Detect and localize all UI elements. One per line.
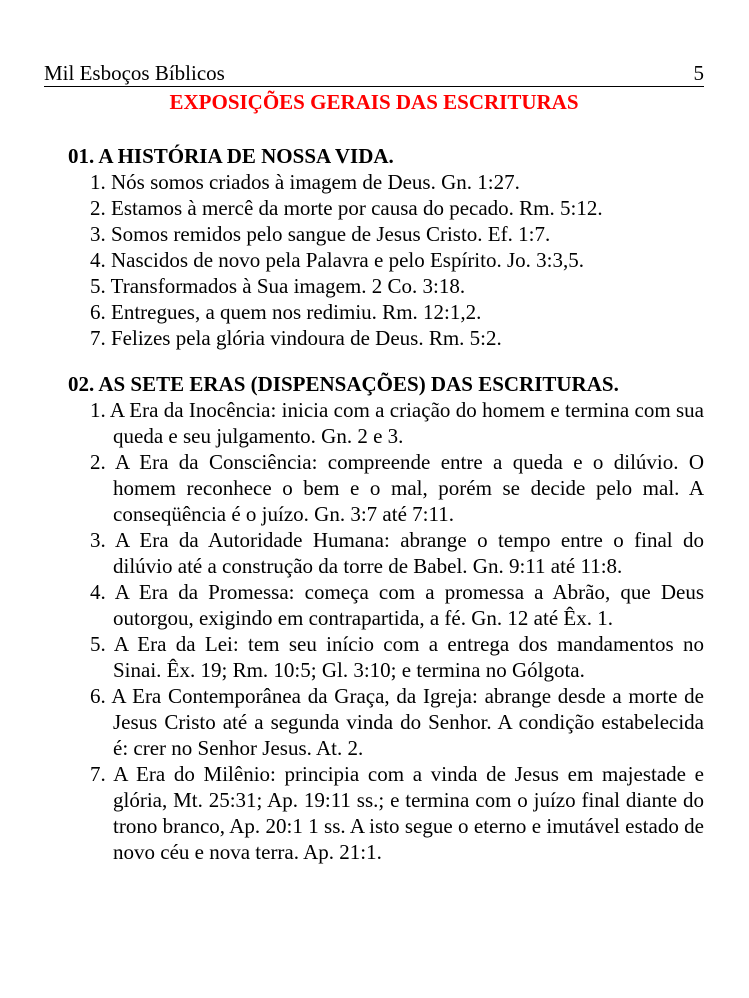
list-item: 5. A Era da Lei: tem seu início com a entrega dos mandamentos no Sinai. Êx. 19; Rm. 10:5; Gl. 3:10; e termina no Gólgota. [90,632,704,682]
page-number: 5 [693,61,704,85]
chapter-title: EXPOSIÇÕES GERAIS DAS ESCRITURAS [169,90,579,114]
book-title: Mil Esboços Bíblicos [44,61,225,85]
list-item: 1. Nós somos criados à imagem de Deus. Gn. 1:27. [90,170,520,194]
list-item: 4. Nascidos de novo pela Palavra e pelo Espírito. Jo. 3:3,5. [90,248,584,272]
list-item: 2. Estamos à mercê da morte por causa do pecado. Rm. 5:12. [90,196,603,220]
section-heading: 02. AS SETE ERAS (DISPENSAÇÕES) DAS ESCRITURAS. [68,372,619,396]
list-item: 1. A Era da Inocência: inicia com a criação do homem e termina com sua queda e seu julgamento. Gn. 2 e 3. [90,398,704,448]
list-item: 7. A Era do Milênio: principia com a vinda de Jesus em majestade e glória, Mt. 25:31; Ap. 19:11 ss.; e termina com o juízo final diante do trono branco, Ap. 20:1 1 ss. A isto segue o eterno e imutável estado de novo céu e nova terra. Ap. 21:1. [90,762,704,864]
list-item: 3. Somos remidos pelo sangue de Jesus Cristo. Ef. 1:7. [90,222,551,246]
section-sete-eras [68,371,704,865]
list-item: 5. Transformados à Sua imagem. 2 Co. 3:18. [90,274,466,298]
section-heading: 01. A HISTÓRIA DE NOSSA VIDA. [68,144,394,168]
list-item: 7. Felizes pela glória vindoura de Deus. Rm. 5:2. [90,326,502,350]
list-item: 6. Entregues, a quem nos redimiu. Rm. 12:1,2. [90,300,482,324]
list-item: 4. A Era da Promessa: começa com a promessa a Abrão, que Deus outorgou, exigindo em contrapartida, a fé. Gn. 12 até Êx. 1. [90,580,704,630]
outline-list [68,169,704,351]
list-item: 2. A Era da Consciência: compreende entre a queda e o dilúvio. O homem reconhece o bem e o mal, porém se decide pelo mal. A conseqüência é o juízo. Gn. 3:7 até 7:11. [90,450,704,526]
list-item: 3. A Era da Autoridade Humana: abrange o tempo entre o final do dilúvio até a construção da torre de Babel. Gn. 9:11 até 11:8. [90,528,704,578]
outline-list [68,397,704,865]
list-item: 6. A Era Contemporânea da Graça, da Igreja: abrange desde a morte de Jesus Cristo até a segunda vinda do Senhor. A condição estabelecida é: crer no Senhor Jesus. At. 2. [90,684,704,760]
running-header [44,60,704,87]
section-historia-de-nossa-vida [68,143,704,351]
